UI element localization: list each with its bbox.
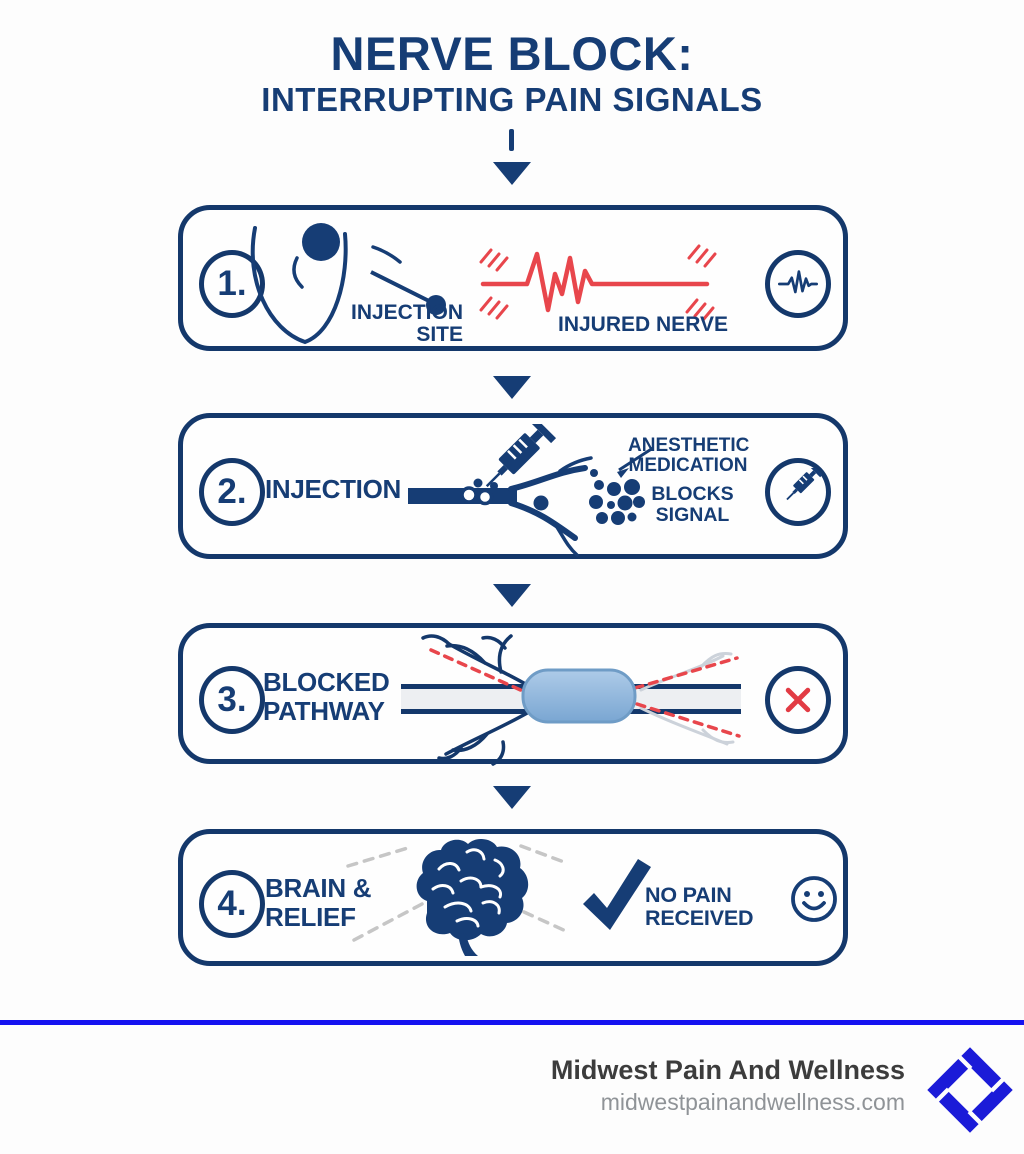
step-label: BRAIN & RELIEF (265, 873, 372, 933)
no-pain-caption: NO PAIN RECEIVED (645, 883, 754, 930)
step-card-1 (178, 205, 848, 351)
injured-nerve-caption: INJURED NERVE (558, 313, 728, 336)
footer-divider (0, 1020, 1024, 1025)
smiley-icon (789, 874, 839, 924)
anesthetic-block-capsule (523, 670, 635, 722)
anesthetic-caption: ANESTHETIC MEDICATION (628, 435, 750, 477)
diamond-logo (926, 1046, 1014, 1134)
step-number-badge: 1. (199, 250, 265, 318)
down-arrow-icon (493, 786, 531, 809)
down-arrow-icon (493, 584, 531, 607)
pulse-waveform-icon (765, 250, 831, 318)
blocks-signal-caption: BLOCKS SIGNAL (651, 483, 734, 526)
step-label: BLOCKED PATHWAY (263, 667, 390, 727)
step-card-2 (178, 413, 848, 559)
injection-site-caption: INJECTION SITE (350, 301, 463, 347)
brand-website: midwestpainandwellness.com (600, 1088, 905, 1115)
step-card-4 (178, 829, 848, 966)
step-number-badge: 2. (199, 458, 265, 526)
blocked-nerve-illustration (401, 630, 741, 767)
footer-brand (551, 1056, 905, 1116)
page-title: NERVE BLOCK: (330, 27, 694, 80)
down-arrow-icon (493, 162, 531, 185)
syringe-icon (765, 458, 831, 526)
brand-name: Midwest Pain And Wellness (550, 1055, 905, 1085)
brain-icon (411, 839, 531, 959)
x-icon (765, 666, 831, 734)
connector-line (509, 129, 514, 151)
down-arrow-icon (493, 376, 531, 399)
step-card-3 (178, 623, 848, 764)
checkmark-icon (581, 858, 653, 932)
page-subtitle: INTERRUPTING PAIN SIGNALS (261, 81, 763, 118)
step-number-badge: 4. (199, 870, 265, 938)
step-label: INJECTION (265, 474, 401, 504)
step-number-badge: 3. (199, 666, 265, 734)
